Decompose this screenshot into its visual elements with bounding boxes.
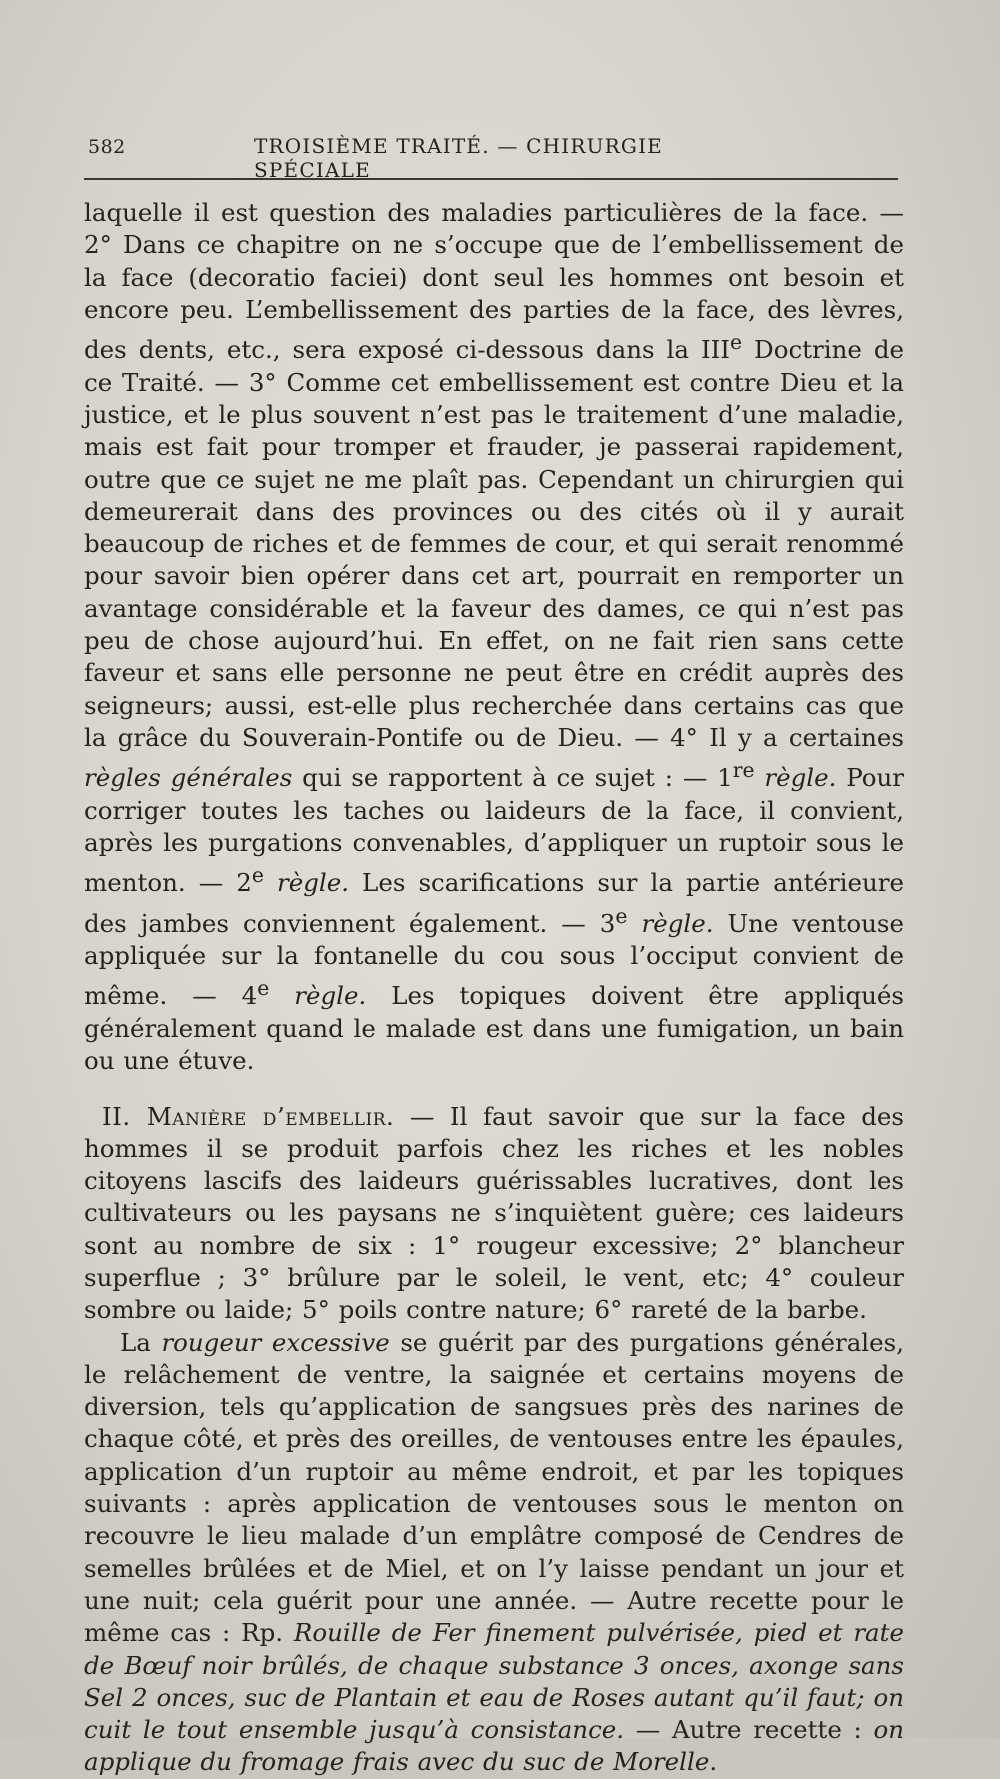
italic-run: rougeur excessive	[161, 1327, 390, 1357]
text-run: La	[120, 1327, 162, 1357]
superscript: e	[730, 330, 743, 355]
paragraph-3	[84, 1327, 904, 1779]
superscript: e	[615, 903, 628, 928]
italic-run: Rouille de Fer finement pulvérisée, pied et rate de Bœuf noir brûlés, de chaque substance 3 onces, axonge sans Sel 2 onces, suc de Plantain et eau de Roses autant qu’il faut; on cuit le tout ensemble jusqu’à consistance.	[84, 1618, 905, 1745]
page-number: 582	[88, 136, 126, 158]
italic-run: règle.	[263, 868, 350, 898]
running-title: TROISIÈME TRAITÉ. — CHIRURGIE SPÉCIALE	[254, 134, 663, 182]
text-run: qui se rapportent à ce sujet : — 1	[292, 763, 733, 793]
text-run: Les scarifications sur la partie antérieure des jambes conviennent également. — 3	[84, 868, 904, 938]
italic-run: règle.	[627, 908, 714, 938]
superscript: e	[251, 863, 264, 888]
text-run: Les topiques doivent être appliqués généralement quand le malade est dans une fumigation, un bain ou une étuve.	[84, 981, 904, 1076]
text-run: Pour corriger toutes les taches ou laideurs de la face, il convient, après les purgations convenables, d’appliquer un ruptoir sous le menton. — 2	[84, 763, 904, 898]
body-text	[84, 197, 904, 1779]
text-run: se guérit par des purgations générales, le relâchement de ventre, la saignée et certains moyens de diversion, tels qu’application de sangsues près des narines de chaque côté, et près des oreilles, de ventouses entre les épaules, application d’un ruptoir au même endroit, et par les topiques suivants : après application de ventouses sous le menton on recouvre le lieu malade d’un emplâtre composé de Cendres de semelles brûlées et de Miel, et on l’y laisse pendant un jour et une nuit; cela guérit pour une année. — Autre recette pour le même cas : Rp.	[84, 1327, 904, 1648]
italic-run: règles générales	[84, 763, 293, 793]
superscript: e	[257, 976, 270, 1001]
text-run: Une ventouse appliquée sur la fontanelle du cou sous l’occiput convient de même. — 4	[84, 908, 904, 1011]
italic-run: on applique du fromage frais avec du suc de Morelle.	[84, 1715, 904, 1777]
header-rule	[84, 178, 898, 180]
text-run: — Autre recette :	[624, 1715, 874, 1745]
text-run: — Il faut savoir que sur la face des hommes il se produit parfois chez les riches et les nobles citoyens lascifs des laideurs guérissables lucratives, dont les cultivateurs ou les paysans ne s’inquiètent guère; ces laideurs sont au nombre de six : 1° rougeur excessive; 2° blancheur superflue ; 3° brûlure par le soleil, le vent, etc; 4° couleur sombre ou laide; 5° poils contre nature; 6° rareté de la barbe.	[84, 1101, 904, 1325]
italic-run: règle.	[754, 763, 837, 793]
paragraph-2	[84, 1101, 904, 1327]
superscript: re	[732, 758, 755, 783]
text-run: laquelle il est question des maladies particulières de la face. — 2° Dans ce chapitre on ne s’occupe que de l’embellissement de la face (decoratio faciei) dont seul les hommes ont besoin et encore peu. L’embellissement des parties de la face, des lèvres, des dents, etc., sera exposé ci-dessous dans la III	[84, 198, 904, 365]
section-heading: II. Manière d’embellir.	[102, 1101, 395, 1131]
page-header	[88, 134, 728, 182]
italic-run: règle.	[269, 981, 367, 1011]
text-run: Doctrine de ce Traité. — 3° Comme cet embellissement est contre Dieu et la justice, et le plus souvent n’est pas le traitement d’une maladie, mais est fait pour tromper et frauder, je passerai rapidement, outre que ce sujet ne me plaît pas. Cependant un chirurgien qui demeurerait dans des provinces ou des cités où il y aurait beaucoup de riches et de femmes de cour, et qui serait renommé pour savoir bien opérer dans cet art, pourrait en remporter un avantage considérable et la faveur des dames, ce qui n’est pas peu de chose aujourd’hui. En effet, on ne fait rien sans cette faveur et sans elle personne ne peut être en crédit auprès des seigneurs; aussi, est-elle plus recherchée dans certains cas que la grâce du Souverain-Pontife ou de Dieu. — 4° Il y a certaines	[84, 335, 905, 752]
paragraph-1	[84, 197, 904, 1078]
